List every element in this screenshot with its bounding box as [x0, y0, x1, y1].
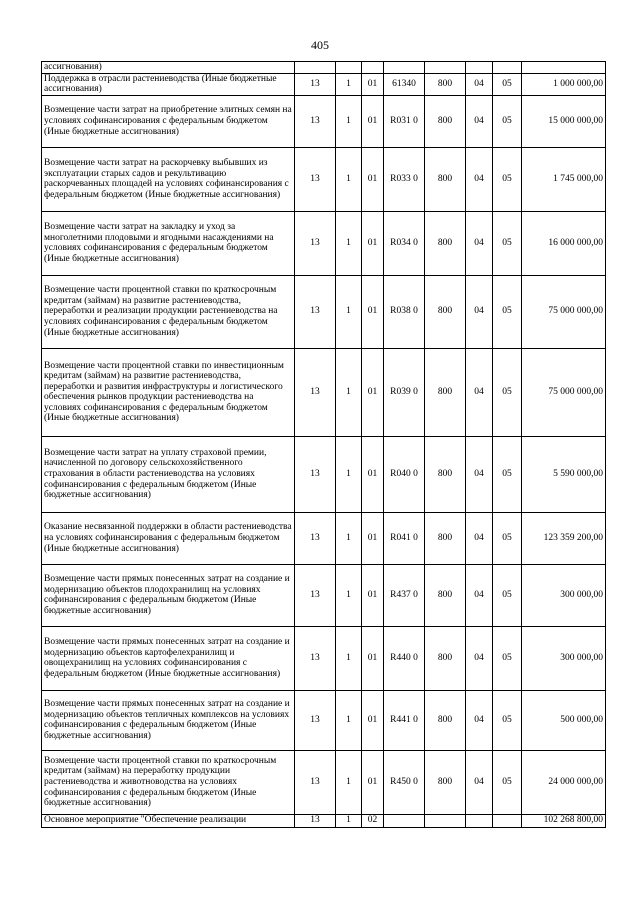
- amount-cell: 75 000 000,00: [522, 275, 606, 348]
- expense-type-cell: 800: [425, 73, 466, 95]
- subprogram-code-cell: 1: [336, 147, 362, 211]
- section-cell: 04: [466, 211, 493, 275]
- event-code-cell: 01: [362, 73, 384, 95]
- row-name-cell: Возмещение части прямых понесенных затрат на создание и модернизацию объектов тепличных комплексов на условиях софинансирования с федеральным бюджетом (Иные бюджетные ассигнования): [42, 690, 295, 750]
- amount-cell: 16 000 000,00: [522, 211, 606, 275]
- section-cell: [466, 814, 493, 827]
- direction-code-cell: 61340: [384, 73, 425, 95]
- direction-code-cell: R040 0: [384, 436, 425, 512]
- expense-type-cell: 800: [425, 95, 466, 147]
- subsection-cell: 05: [493, 348, 522, 436]
- direction-code-cell: [384, 814, 425, 827]
- budget-table: [41, 61, 606, 828]
- section-cell: [466, 62, 493, 74]
- direction-code-cell: R450 0: [384, 750, 425, 814]
- program-code-cell: 13: [295, 512, 336, 564]
- subprogram-code-cell: 1: [336, 211, 362, 275]
- subsection-cell: 05: [493, 512, 522, 564]
- section-cell: 04: [466, 626, 493, 690]
- row-name-cell: Возмещение части процентной ставки по инвестиционным кредитам (займам) на развитие растениеводства, переработки и развития инфраструктуры и логистического обеспечения рынков продукции растениеводства на условиях софинансирования с федеральным бюджетом (Иные бюджетные ассигнования): [42, 348, 295, 436]
- amount-cell: 5 590 000,00: [522, 436, 606, 512]
- subsection-cell: 05: [493, 147, 522, 211]
- section-cell: 04: [466, 147, 493, 211]
- amount-cell: 15 000 000,00: [522, 95, 606, 147]
- amount-cell: 102 268 800,00: [522, 814, 606, 827]
- section-cell: 04: [466, 275, 493, 348]
- row-name-cell: Возмещение части затрат на раскорчевку выбывших из эксплуатации старых садов и рекультивацию раскорчеванных площадей на условиях софинансирования с федеральным бюджетом (Иные бюджетные ассигнования): [42, 147, 295, 211]
- direction-code-cell: R033 0: [384, 147, 425, 211]
- event-code-cell: 01: [362, 275, 384, 348]
- table-row: [42, 512, 606, 564]
- expense-type-cell: [425, 814, 466, 827]
- table-row: [42, 211, 606, 275]
- expense-type-cell: 800: [425, 564, 466, 626]
- direction-code-cell: R437 0: [384, 564, 425, 626]
- section-cell: 04: [466, 348, 493, 436]
- table-row: [42, 73, 606, 95]
- program-code-cell: 13: [295, 564, 336, 626]
- program-code-cell: 13: [295, 436, 336, 512]
- expense-type-cell: 800: [425, 147, 466, 211]
- table-row: [42, 564, 606, 626]
- event-code-cell: [362, 62, 384, 74]
- page-number: 405: [311, 38, 329, 52]
- direction-code-cell: R031 0: [384, 95, 425, 147]
- table-row: [42, 147, 606, 211]
- row-name-cell: Возмещение части затрат на уплату страховой премии, начисленной по договору сельскохозяйственного страхования в области растениеводства на условиях софинансирования с федеральным бюджетом (Иные бюджетные ассигнования): [42, 436, 295, 512]
- program-code-cell: 13: [295, 211, 336, 275]
- subprogram-code-cell: 1: [336, 275, 362, 348]
- section-cell: 04: [466, 690, 493, 750]
- program-code-cell: 13: [295, 348, 336, 436]
- amount-cell: 123 359 200,00: [522, 512, 606, 564]
- event-code-cell: 01: [362, 626, 384, 690]
- program-code-cell: 13: [295, 750, 336, 814]
- direction-code-cell: R038 0: [384, 275, 425, 348]
- event-code-cell: 01: [362, 95, 384, 147]
- amount-cell: 1 000 000,00: [522, 73, 606, 95]
- row-name-cell: Возмещение части процентной ставки по краткосрочным кредитам (займам) на развитие растениеводства, переработки и реализации продукции растениеводства на условиях софинансирования с федеральным бюджетом (Иные бюджетные ассигнования): [42, 275, 295, 348]
- event-code-cell: 01: [362, 690, 384, 750]
- subprogram-code-cell: 1: [336, 512, 362, 564]
- subsection-cell: 05: [493, 690, 522, 750]
- expense-type-cell: 800: [425, 211, 466, 275]
- table-row: [42, 690, 606, 750]
- table-row: [42, 275, 606, 348]
- expense-type-cell: 800: [425, 690, 466, 750]
- subprogram-code-cell: 1: [336, 348, 362, 436]
- event-code-cell: 01: [362, 211, 384, 275]
- section-cell: 04: [466, 512, 493, 564]
- row-name-cell: Возмещение части процентной ставки по краткосрочным кредитам (займам) на переработку продукции растениеводства и животноводства на условиях софинансирования с федеральным бюджетом (Иные бюджетные ассигнования): [42, 750, 295, 814]
- program-code-cell: 13: [295, 73, 336, 95]
- program-code-cell: 13: [295, 690, 336, 750]
- event-code-cell: 02: [362, 814, 384, 827]
- subprogram-code-cell: 1: [336, 750, 362, 814]
- direction-code-cell: R034 0: [384, 211, 425, 275]
- row-name-cell: Возмещение части затрат на закладку и уход за многолетними плодовыми и ягодными насаждениями на условиях софинансирования с федеральным бюджетом (Иные бюджетные ассигнования): [42, 211, 295, 275]
- table-row: [42, 95, 606, 147]
- subsection-cell: 05: [493, 626, 522, 690]
- subsection-cell: 05: [493, 95, 522, 147]
- row-name-cell: Основное мероприятие "Обеспечение реализации: [42, 814, 295, 827]
- subsection-cell: 05: [493, 73, 522, 95]
- expense-type-cell: 800: [425, 512, 466, 564]
- event-code-cell: 01: [362, 436, 384, 512]
- program-code-cell: 13: [295, 626, 336, 690]
- direction-code-cell: R440 0: [384, 626, 425, 690]
- row-name-cell: ассигнования): [42, 62, 295, 74]
- table-row: [42, 62, 606, 74]
- subprogram-code-cell: 1: [336, 73, 362, 95]
- event-code-cell: 01: [362, 147, 384, 211]
- subprogram-code-cell: 1: [336, 436, 362, 512]
- event-code-cell: 01: [362, 512, 384, 564]
- amount-cell: 500 000,00: [522, 690, 606, 750]
- row-name-cell: Возмещение части затрат на приобретение элитных семян на условиях софинансирования с федеральным бюджетом (Иные бюджетные ассигнования): [42, 95, 295, 147]
- expense-type-cell: 800: [425, 626, 466, 690]
- row-name-cell: Возмещение части прямых понесенных затрат на создание и модернизацию объектов картофелехранилищ и овощехранилищ на условиях софинансирования с федеральным бюджетом (Иные бюджетные ассигнования): [42, 626, 295, 690]
- subprogram-code-cell: 1: [336, 690, 362, 750]
- table-body: [42, 62, 606, 828]
- program-code-cell: 13: [295, 814, 336, 827]
- direction-code-cell: R441 0: [384, 690, 425, 750]
- section-cell: 04: [466, 73, 493, 95]
- table-row: [42, 814, 606, 827]
- program-code-cell: 13: [295, 95, 336, 147]
- event-code-cell: 01: [362, 348, 384, 436]
- subsection-cell: 05: [493, 750, 522, 814]
- subprogram-code-cell: 1: [336, 626, 362, 690]
- program-code-cell: 13: [295, 147, 336, 211]
- section-cell: 04: [466, 750, 493, 814]
- program-code-cell: [295, 62, 336, 74]
- table-row: [42, 436, 606, 512]
- subsection-cell: 05: [493, 275, 522, 348]
- program-code-cell: 13: [295, 275, 336, 348]
- row-name-cell: Поддержка в отрасли растениеводства (Иные бюджетные ассигнования): [42, 73, 295, 95]
- direction-code-cell: R039 0: [384, 348, 425, 436]
- expense-type-cell: 800: [425, 275, 466, 348]
- table-row: [42, 348, 606, 436]
- section-cell: 04: [466, 564, 493, 626]
- event-code-cell: 01: [362, 564, 384, 626]
- subsection-cell: 05: [493, 564, 522, 626]
- direction-code-cell: R041 0: [384, 512, 425, 564]
- expense-type-cell: 800: [425, 750, 466, 814]
- subsection-cell: 05: [493, 211, 522, 275]
- amount-cell: [522, 62, 606, 74]
- amount-cell: 300 000,00: [522, 626, 606, 690]
- subprogram-code-cell: 1: [336, 95, 362, 147]
- direction-code-cell: [384, 62, 425, 74]
- amount-cell: 75 000 000,00: [522, 348, 606, 436]
- amount-cell: 300 000,00: [522, 564, 606, 626]
- section-cell: 04: [466, 436, 493, 512]
- table-row: [42, 750, 606, 814]
- subprogram-code-cell: 1: [336, 564, 362, 626]
- expense-type-cell: 800: [425, 436, 466, 512]
- expense-type-cell: 800: [425, 348, 466, 436]
- row-name-cell: Возмещение части прямых понесенных затрат на создание и модернизацию объектов плодохранилищ на условиях софинансирования с федеральным бюджетом (Иные бюджетные ассигнования): [42, 564, 295, 626]
- subprogram-code-cell: [336, 62, 362, 74]
- subsection-cell: 05: [493, 436, 522, 512]
- event-code-cell: 01: [362, 750, 384, 814]
- amount-cell: 1 745 000,00: [522, 147, 606, 211]
- expense-type-cell: [425, 62, 466, 74]
- row-name-cell: Оказание несвязанной поддержки в области растениеводства на условиях софинансирования с федеральным бюджетом (Иные бюджетные ассигнования): [42, 512, 295, 564]
- subsection-cell: [493, 814, 522, 827]
- table-row: [42, 626, 606, 690]
- amount-cell: 24 000 000,00: [522, 750, 606, 814]
- subsection-cell: [493, 62, 522, 74]
- subprogram-code-cell: 1: [336, 814, 362, 827]
- section-cell: 04: [466, 95, 493, 147]
